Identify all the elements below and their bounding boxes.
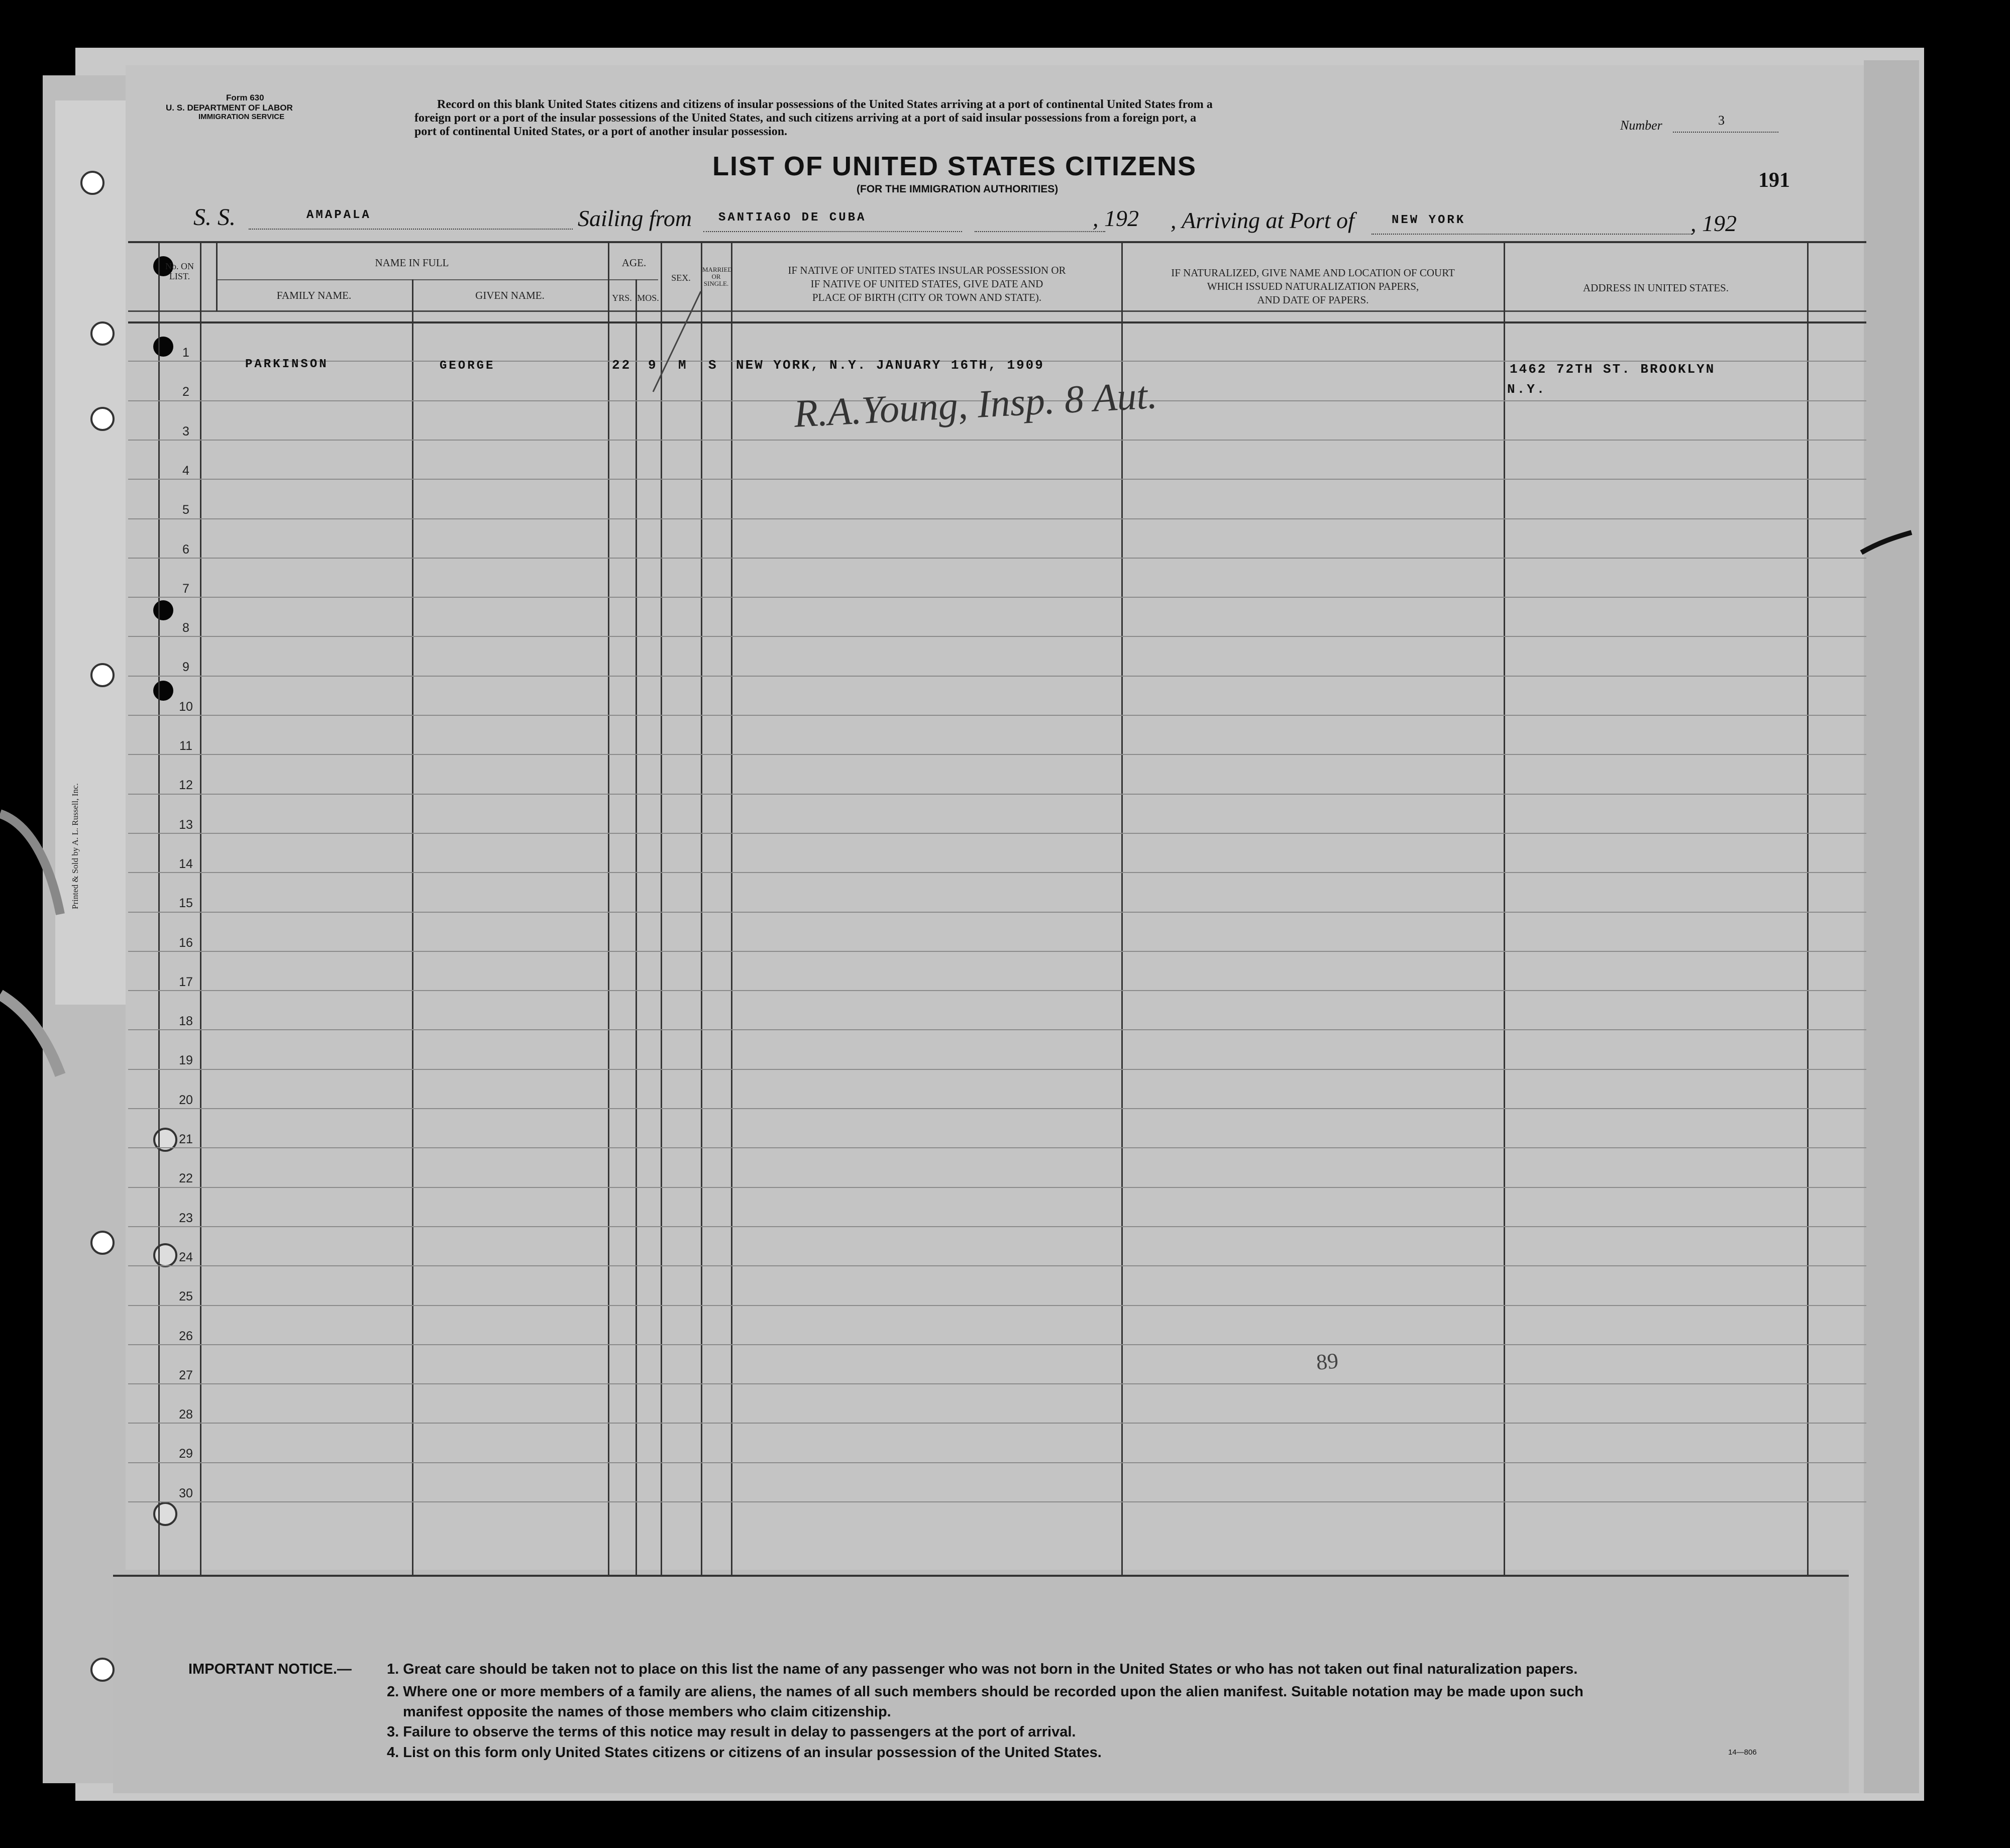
ss-label: S. S.: [193, 204, 236, 231]
header-yrs: YRS.: [612, 293, 632, 303]
row-number: 25: [179, 1289, 193, 1304]
row-number: 16: [179, 935, 193, 950]
row-number: 1: [182, 346, 189, 360]
binding-cord: [0, 804, 70, 1085]
pencil-tick: [643, 286, 708, 397]
row-rule: [128, 1383, 1866, 1384]
form-code: 14—806: [1728, 1748, 1757, 1757]
row-rule: [128, 597, 1866, 598]
row-rule: [128, 1423, 1866, 1424]
entry-address-line-1: 1462 72TH ST. BROOKLYN: [1510, 362, 1716, 377]
row-number: 9: [182, 660, 189, 675]
entry-address-line-2: N.Y.: [1507, 382, 1547, 397]
row-rule: [128, 518, 1866, 519]
header-mos: MOS.: [637, 293, 659, 303]
ship-name-line: [249, 229, 573, 230]
row-number: 6: [182, 542, 189, 557]
binder-hole: [80, 171, 104, 195]
row-number: 21: [179, 1132, 193, 1146]
row-rule: [128, 951, 1866, 952]
binder-hole: [90, 321, 115, 346]
row-rule: [128, 1069, 1866, 1070]
row-number: 8: [182, 621, 189, 635]
header-naturalized-1: IF NATURALIZED, GIVE NAME AND LOCATION OF COURT: [1171, 267, 1455, 279]
year-1: , 192: [1093, 205, 1139, 231]
inspector-signature: R.A.Young, Insp. 8 Aut.: [793, 373, 1158, 436]
col-line-native: [1121, 241, 1123, 1575]
row-rule: [128, 558, 1866, 559]
col-line-sex: [701, 241, 702, 1575]
header-native-3: PLACE OF BIRTH (CITY OR TOWN AND STATE).: [812, 291, 1042, 303]
row-rule: [128, 440, 1866, 441]
row-rule: [128, 1462, 1866, 1463]
sailing-from-value: SANTIAGO DE CUBA: [718, 211, 867, 225]
entry-given-name: GEORGE: [440, 359, 495, 373]
header-given-name: GIVEN NAME.: [475, 289, 545, 301]
col-line-family: [412, 279, 413, 1575]
row-rule: [128, 479, 1866, 480]
row-number: 23: [179, 1211, 193, 1225]
row-number: 27: [179, 1368, 193, 1382]
col-line-married: [731, 241, 732, 1575]
sailing-from-label: Sailing from: [578, 205, 692, 231]
col-line-naturalized: [1504, 241, 1505, 1575]
row-number: 22: [179, 1171, 193, 1186]
row-number: 12: [179, 778, 193, 793]
notice-item-2b: manifest opposite the names of those members who claim citizenship.: [403, 1704, 891, 1720]
header-age: AGE.: [621, 257, 647, 269]
row-rule: [128, 1108, 1866, 1109]
sailing-from-line: [703, 231, 962, 232]
header-bottom-border: [128, 310, 1866, 312]
row-number: 4: [182, 463, 189, 478]
header-name-in-full: NAME IN FULL: [375, 257, 449, 269]
row-number: 24: [179, 1250, 193, 1264]
binder-hole: [90, 663, 115, 687]
department: U. S. DEPARTMENT OF LABOR: [166, 103, 293, 113]
arriving-port-line: [1371, 234, 1693, 235]
notice-item-3: 3. Failure to observe the terms of this notice may result in delay to passengers at the port of arrival.: [387, 1724, 1076, 1740]
row-number: 13: [179, 817, 193, 832]
row-number: 26: [179, 1329, 193, 1343]
col-line-address: [1807, 241, 1809, 1575]
row-number: 14: [179, 856, 193, 871]
number-value: 3: [1718, 113, 1725, 128]
row-number: 11: [179, 739, 192, 753]
row-rule: [128, 1501, 1866, 1502]
entry-sex: M: [678, 358, 688, 373]
stamp-number: 89: [1315, 1348, 1340, 1375]
row-number: 5: [182, 503, 189, 517]
row-rule: [128, 1305, 1866, 1306]
entry-age-mos: 9: [648, 358, 658, 373]
row-rule: [128, 676, 1866, 677]
row-rule: [128, 833, 1866, 834]
punch-hole: [153, 681, 173, 701]
ship-name: AMAPALA: [306, 208, 371, 222]
binder-hole: [90, 407, 115, 431]
instruction-line-3: port of continental United States, or a port of another insular possession.: [414, 125, 788, 138]
binder-hole: [90, 1658, 115, 1682]
binder-hole: [153, 1502, 177, 1526]
entry-age-yrs: 22: [612, 358, 632, 373]
page-title: LIST OF UNITED STATES CITIZENS: [712, 151, 1197, 181]
row-rule: [128, 715, 1866, 716]
row-rule: [128, 1265, 1866, 1266]
row-rule: [128, 636, 1866, 637]
page-number: 191: [1758, 169, 1790, 192]
header-family-name: FAMILY NAME.: [276, 289, 352, 301]
arriving-label: , Arriving at Port of: [1171, 207, 1354, 233]
row-number: 18: [179, 1014, 193, 1029]
row-number: 17: [179, 974, 193, 989]
entry-family-name: PARKINSON: [245, 358, 329, 371]
notice-label: IMPORTANT NOTICE.—: [188, 1661, 352, 1677]
row-rule: [128, 1226, 1866, 1227]
header-sex: SEX.: [671, 273, 691, 283]
row-number: 28: [179, 1407, 193, 1422]
notice-item-1: 1. Great care should be taken not to place on this list the name of any passenger who was not born in the United States or who has not taken out final naturalization papers.: [387, 1661, 1578, 1677]
year-2: , 192: [1690, 210, 1737, 236]
manifest-sheet: [126, 65, 1864, 1793]
row-number: 2: [182, 385, 189, 399]
row-rule: [128, 1187, 1866, 1188]
row-rule: [128, 1029, 1866, 1030]
row-number: 7: [182, 581, 189, 596]
row-number: 30: [179, 1486, 193, 1500]
table-top-border: [128, 241, 1866, 243]
row-number: 10: [179, 699, 193, 714]
header-married-single: MARRIED OR SINGLE.: [702, 266, 732, 287]
col-line-mos: [661, 241, 662, 1575]
row-number: 15: [179, 896, 193, 911]
staple-mark: [1859, 522, 1914, 563]
row-rule: [128, 794, 1866, 795]
binder-hole: [90, 1231, 115, 1255]
number-line: [1673, 132, 1778, 133]
row-rule: [128, 754, 1866, 755]
col-line-left: [158, 241, 160, 1575]
date-line-1: [975, 231, 1105, 232]
row-number: 20: [179, 1093, 193, 1107]
entry-birth: NEW YORK, N.Y. JANUARY 16TH, 1909: [736, 358, 1044, 373]
col-line-given: [608, 241, 609, 1575]
header-native-2: IF NATIVE OF UNITED STATES, GIVE DATE AND: [810, 278, 1043, 290]
header-double-border: [128, 321, 1866, 323]
header-no-on-list: No. ON LIST.: [165, 261, 194, 281]
header-naturalized-3: AND DATE OF PAPERS.: [1257, 294, 1369, 306]
row-rule: [128, 990, 1866, 991]
row-number: 29: [179, 1447, 193, 1461]
table-bottom-border: [113, 1575, 1849, 1577]
number-label: Number: [1620, 118, 1662, 133]
notice-item-4: 4. List on this form only United States citizens or citizens of an insular possession of the United States.: [387, 1745, 1102, 1761]
name-subheader-line: [216, 279, 658, 280]
row-rule: [128, 1344, 1866, 1345]
page-subtitle: (FOR THE IMMIGRATION AUTHORITIES): [857, 183, 1059, 195]
service: IMMIGRATION SERVICE: [198, 113, 285, 121]
right-page-edge: [1864, 60, 1919, 1793]
printer-note: Printed & Sold by A. L. Russell, Inc.: [70, 783, 80, 909]
form-number: Form 630: [226, 93, 264, 102]
header-address: ADDRESS IN UNITED STATES.: [1583, 282, 1729, 294]
instruction-line-2: foreign port or a port of the insular possessions of the United States, and such citizens arriving at a port of said insular possessions from a foreign port, a: [414, 112, 1197, 125]
header-native-1: IF NATIVE OF UNITED STATES INSULAR POSSESSION OR: [788, 264, 1066, 276]
col-line-family-top: [216, 241, 218, 311]
row-number: 19: [179, 1053, 193, 1068]
header-naturalized-2: WHICH ISSUED NATURALIZATION PAPERS,: [1207, 280, 1419, 292]
punch-hole: [153, 600, 173, 620]
entry-married-single: S: [708, 358, 718, 373]
row-number: 3: [182, 424, 189, 439]
row-rule: [128, 912, 1866, 913]
arriving-port: NEW YORK: [1392, 213, 1466, 227]
col-line-yrs: [636, 279, 637, 1575]
row-rule: [128, 872, 1866, 873]
row-rule: [128, 1147, 1866, 1148]
notice-item-2a: 2. Where one or more members of a family are aliens, the names of all such members should be recorded upon the alien manifest. Suitable notation may be made upon such: [387, 1684, 1583, 1700]
instruction-line-1: Record on this blank United States citizens and citizens of insular possessions of the United States arriving at a port of continental United States from a: [437, 98, 1213, 111]
